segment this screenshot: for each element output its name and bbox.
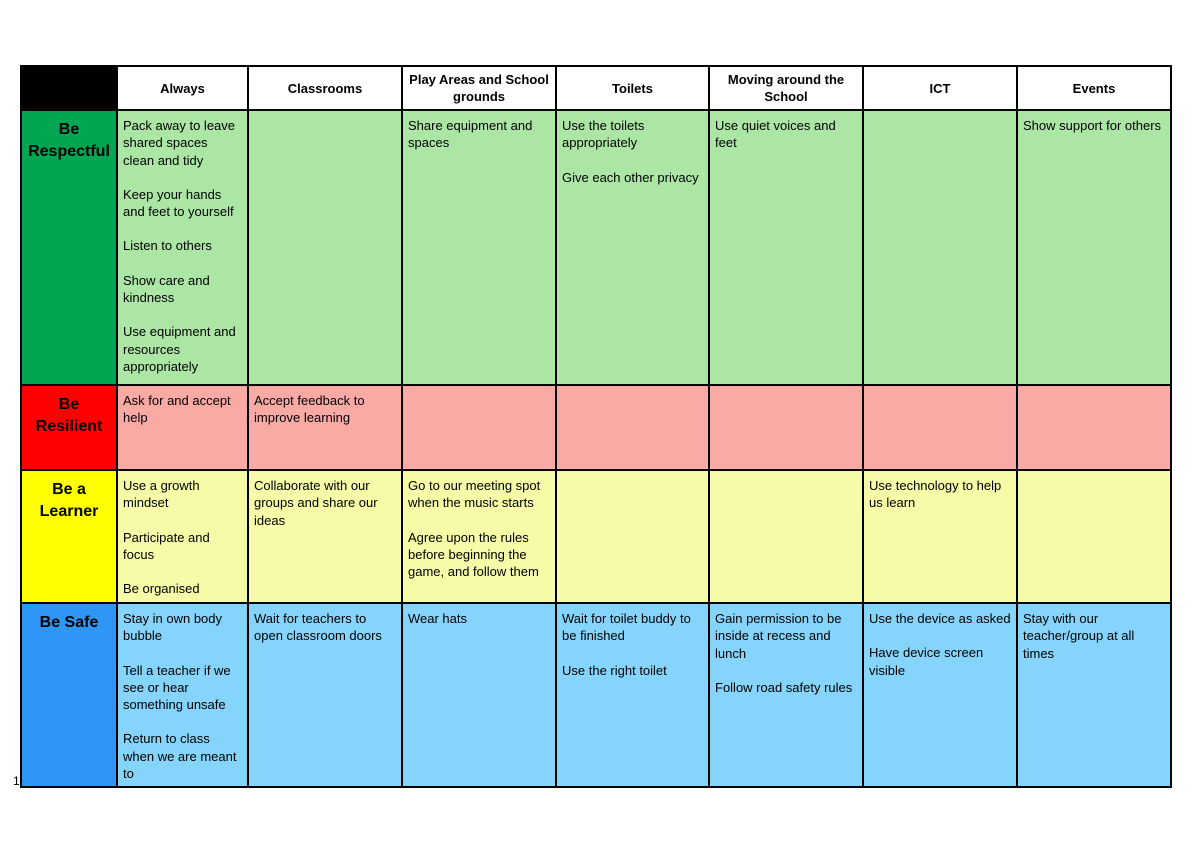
cell-item: Use a growth mindset (123, 478, 200, 511)
corner-cell (21, 66, 117, 110)
cell-item: Use quiet voices and feet (715, 118, 836, 151)
cell-events (1017, 385, 1171, 470)
row-label-be-safe: Be Safe (21, 603, 117, 787)
cell-item: Stay in own body bubble (123, 611, 223, 644)
cell-toilets (556, 110, 709, 385)
cell-classrooms (248, 110, 402, 385)
column-header-ict: ICT (863, 66, 1017, 110)
behaviour-matrix-table (20, 65, 1172, 788)
cell-play-areas (402, 470, 556, 603)
cell-item: Use equipment and resources appropriately (123, 324, 236, 374)
row-be-respectful (21, 110, 1171, 385)
cell-item: Use the right toilet (562, 662, 667, 678)
cell-item: Be organised (123, 581, 200, 597)
row-be-resilient (21, 385, 1171, 470)
cell-play-areas (402, 385, 556, 470)
cell-item: Wait for toilet buddy to be finished (562, 611, 691, 644)
row-label-be-a-learner: Be a Learner (21, 470, 117, 603)
cell-item: Agree upon the rules before beginning the game, and follow them (408, 529, 539, 580)
cell-moving-around (709, 110, 863, 385)
column-header-always: Always (117, 66, 248, 110)
column-header-events: Events (1017, 66, 1171, 110)
row-label-be-respectful: Be Respectful (21, 110, 117, 385)
cell-item: Return to class when we are meant to (123, 731, 237, 782)
cell-item: Ask for and accept help (123, 393, 231, 426)
column-header-classrooms: Classrooms (248, 66, 402, 110)
cell-toilets (556, 385, 709, 470)
row-label-be-resilient: Be Resilient (21, 385, 117, 470)
cell-ict (863, 603, 1017, 787)
cell-play-areas (402, 603, 556, 787)
cell-item: Accept feedback to improve learning (254, 393, 365, 426)
cell-item: Stay with our teacher/group at all times (1023, 611, 1135, 661)
cell-ict (863, 470, 1017, 603)
cell-item: Keep your hands and feet to yourself (123, 186, 234, 220)
cell-item: Go to our meeting spot when the music starts (408, 478, 541, 511)
cell-events (1017, 603, 1171, 787)
cell-always (117, 385, 248, 470)
cell-item: Show care and kindness (123, 272, 210, 306)
cell-item: Share equipment and spaces (408, 118, 533, 151)
cell-always (117, 470, 248, 603)
cell-moving-around (709, 385, 863, 470)
cell-events (1017, 110, 1171, 385)
cell-item: Have device screen visible (869, 645, 984, 678)
cell-always (117, 603, 248, 787)
row-be-a-learner (21, 470, 1171, 603)
column-header-play-areas: Play Areas and School grounds (402, 66, 556, 110)
cell-classrooms (248, 603, 402, 787)
header-row (21, 66, 1171, 110)
cell-item: Use the device as asked (869, 611, 1011, 626)
cell-item: Wear hats (408, 611, 468, 626)
cell-classrooms (248, 470, 402, 603)
cell-item: Collaborate with our groups and share our ideas (254, 478, 378, 528)
cell-item: Wait for teachers to open classroom doors (254, 611, 382, 644)
cell-item: Gain permission to be inside at recess and lunch (715, 611, 842, 661)
column-header-moving-around: Moving around the School (709, 66, 863, 110)
cell-item: Use the toilets appropriately (562, 118, 645, 151)
cell-play-areas (402, 110, 556, 385)
page-number: 1 (13, 774, 20, 788)
cell-item: Participate and focus (123, 529, 210, 562)
cell-item: Give each other privacy (562, 169, 699, 185)
cell-moving-around (709, 470, 863, 603)
cell-toilets (556, 603, 709, 787)
column-header-toilets: Toilets (556, 66, 709, 110)
cell-ict (863, 385, 1017, 470)
cell-item: Use technology to help us learn (869, 478, 1002, 511)
cell-item: Listen to others (123, 238, 212, 254)
cell-moving-around (709, 603, 863, 787)
cell-item: Pack away to leave shared spaces clean and tidy (123, 118, 236, 168)
row-be-safe (21, 603, 1171, 787)
cell-item: Tell a teacher if we see or hear something unsafe (123, 662, 231, 713)
cell-item: Show support for others (1023, 118, 1162, 133)
cell-item: Follow road safety rules (715, 679, 853, 695)
cell-events (1017, 470, 1171, 603)
cell-classrooms (248, 385, 402, 470)
cell-toilets (556, 470, 709, 603)
cell-ict (863, 110, 1017, 385)
cell-always (117, 110, 248, 385)
